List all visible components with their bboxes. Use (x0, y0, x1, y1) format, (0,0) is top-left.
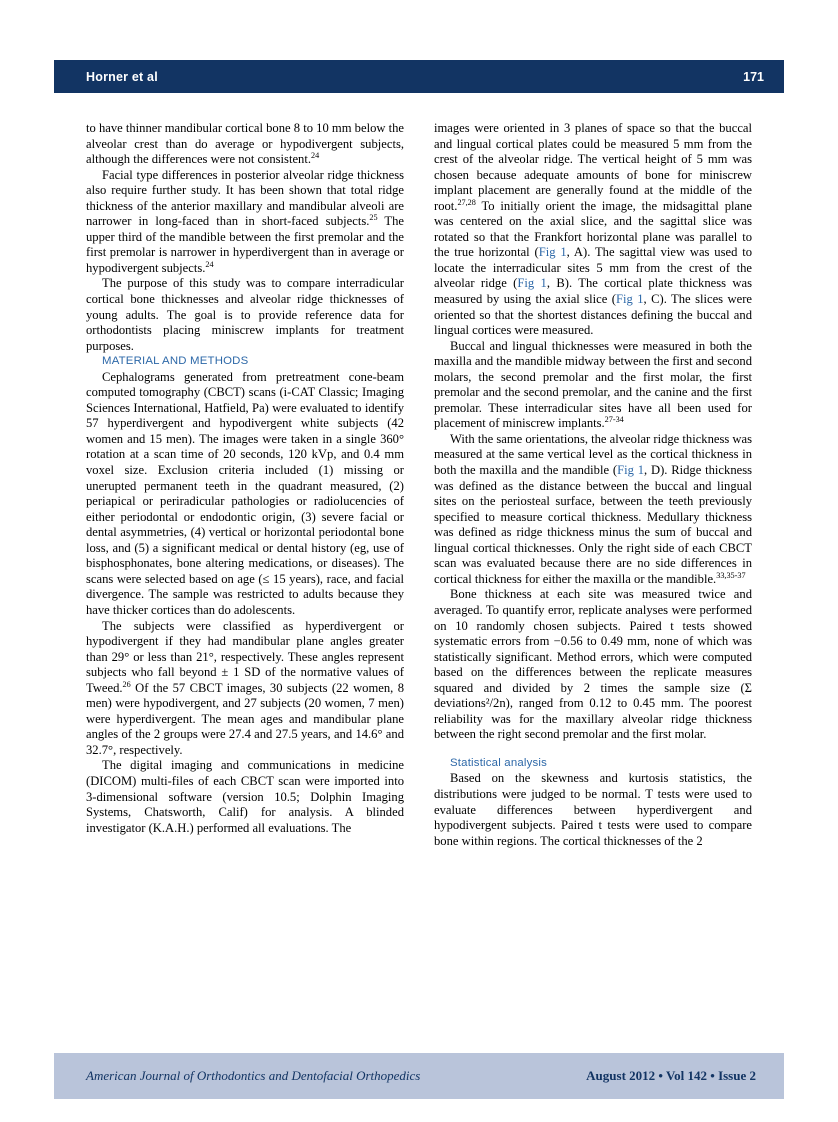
citation-ref: 27-34 (604, 415, 624, 425)
figure-link-1d[interactable]: Fig 1 (617, 463, 645, 478)
figure-link-1b[interactable]: Fig 1 (517, 276, 547, 291)
paragraph-text: Buccal and lingual thicknesses were measured in both the maxilla and the mandible midway between the first and second molars, the second premolar and the first molar, the first premolar and the second premolar, and the canine and the first premolar. These interradicular sites have all been used for placement of miniscrew implants. (434, 338, 752, 431)
paragraph-statistics: Based on the skewness and kurtosis statistics, the distributions were judged to be normal. T tests were used to evaluate differences between hyperdivergent and hypodivergent subjects. Paired t tests were used to compare bone within regions. The cortical thicknesses of the 2 (434, 771, 752, 848)
heading-material-and-methods: MATERIAL AND METHODS (102, 355, 249, 368)
paragraph-text: , B). The cortical plate thickness was measured by using the axial slice ( (434, 276, 752, 307)
paragraph-text: To initially orient the image, the midsagittal plane was centered on the axial slice, and the sagittal slice was rotated so that the Frankfort horizontal plane was parallel to the true horizontal ( (434, 198, 752, 260)
paragraph-classification (86, 619, 404, 759)
figure-link-1c[interactable]: Fig 1 (615, 292, 644, 307)
paragraph-text: Facial type differences in posterior alveolar ridge thickness also require further study. It has been shown that total ridge thickness of the anterior maxillary and mandibular alveoli are narrower in long-faced than in short-faced subjects. (86, 167, 404, 229)
page-header-bar (54, 60, 784, 93)
paragraph-text: , C). The slices were oriented so that the shortest distances defining the buccal and lingual cortices were measured. (434, 292, 752, 338)
running-title: Horner et al (86, 69, 158, 84)
paragraph-continued (86, 121, 404, 168)
paragraph-orientation (434, 121, 752, 339)
citation-ref: 33,35-37 (716, 570, 746, 580)
article-body (86, 121, 752, 1001)
citation-ref: 24 (310, 150, 320, 160)
paragraph-text: images were oriented in 3 planes of space so that the buccal and lingual cortical plates could be measured 5 mm from the crest of the alveolar ridge. The vertical height of 5 mm was chosen because adequate amounts of bone for miniscrew implant placement are generally found at the middle of the root. (434, 121, 752, 213)
paragraph-text: The upper third of the mandible between the first premolar and the first premolar is narrower in hyperdivergent than in average or hypodivergent subjects. (86, 214, 404, 275)
paragraph-error-analysis: Bone thickness at each site was measured twice and averaged. To quantify error, replicate analyses were performed on 10 randomly chosen subjects. Paired t tests showed systematic errors from −0.56 to 0.49 mm, none of which was statistically significant. Method errors, which were computed based on the differences between the replicate measures squared and divided by 2 times the sample size (Σ deviations²/2n), ranged from 0.12 to 0.45 mm. The poorest reliability was for the maxillary alveolar ridge thickness between the right second premolar and the first molar. (434, 587, 752, 742)
page-footer-bar (54, 1053, 784, 1099)
paragraph-cephalograms: Cephalograms generated from pretreatment cone-beam computed tomography (CBCT) scans (i-CAT Classic; Imaging Sciences International, Hatfield, Pa) were evaluated to identify 57 hyperdivergent and hypodivergent white subjects (42 women and 15 men). The images were taken in a single 360° rotation at a scan time of 20 seconds, 120 kVp, and 0.4 mm voxel size. Exclusion criteria included (1) missing or unerupted permanent teeth in the quadrant measured, (2) periapical or periradicular pathologies or radiolucencies of either periodontal or endodontic origin, (3) severe facial or dental asymmetries, (4) vertical or horizontal periodontal bone loss, and (5) a significant medical or dental history (eg, use of bisphosphonates, bone altering medications, or diseases). The scans were selected based on age (≤ 15 years), race, and facial divergence. The sample was restricted to adults because they have thicker cortices than do adolescents. (86, 369, 404, 617)
figure-link-1a[interactable]: Fig 1 (538, 245, 567, 260)
paragraph-text: With the same orientations, the alveolar ridge thickness was measured at the same vertical level as the cortical thickness in both the maxilla and the mandible ( (434, 431, 753, 478)
journal-name: American Journal of Orthodontics and Dentofacial Orthopedics (86, 1068, 421, 1083)
paragraph-facial-type (86, 168, 404, 277)
left-column (86, 121, 404, 1001)
paragraph-dicom: The digital imaging and communications in medicine (DICOM) multi-files of each CBCT scan were imported into 3-dimensional software (version 10.5; Dolphin Imaging Systems, Chatsworth, Calif) for analysis. A blinded investigator (K.A.H.) performed all evaluations. The (86, 758, 404, 835)
issue-info: August 2012 • Vol 142 • Issue 2 (586, 1068, 756, 1083)
citation-ref: 25 (369, 213, 378, 223)
paragraph-buccal-lingual (434, 339, 752, 432)
heading-statistical-analysis: Statistical analysis (450, 756, 548, 769)
paragraph-text: Of the 57 CBCT images, 30 subjects (22 women, 8 men) were hypodivergent, and 27 subjects (20 women, 7 men) were hyperdivergent. The mean ages and mandibular plane angles of the 2 groups were 27.4 and 27.5 years, and 14.6° and 32.7°, respectively. (86, 680, 404, 757)
citation-ref: 24 (205, 259, 214, 269)
paragraph-text: , A). The sagittal view was used to locate the interradicular sites 5 mm from the crest of the alveolar ridge ( (434, 245, 752, 291)
paragraph-text: , D). Ridge thickness was defined as the distance between the buccal and lingual sites on the periosteal surface, between the teeth previously specified to measure cortical thickness. Medullary thickness was defined as ridge thickness minus the sum of buccal and lingual cortical thicknesses. Only the right side of each CBCT scan was evaluated because there are no side differences in cortical thickness for either the maxilla or the mandible. (434, 463, 753, 586)
citation-ref: 26 (122, 679, 131, 689)
paragraph-text: The subjects were classified as hyperdivergent or hypodivergent if they had mandibular plane angles greater than 29° or less than 21°, respectively. These angles represent subjects who fall beyond ± 1 SD of the normative values of Tweed. (86, 618, 404, 695)
paragraph-purpose: The purpose of this study was to compare interradicular cortical bone thicknesses and alveolar ridge thicknesses of young adults. The goal is to provide reference data for orthodontists placing miniscrew implants for treatment purposes. (86, 276, 404, 353)
paragraph-ridge-thickness (434, 432, 752, 587)
paragraph-text: to have thinner mandibular cortical bone 8 to 10 mm below the alveolar crest than do average or hypodivergent subjects, although the differences were not consistent. (86, 121, 404, 167)
page-number: 171 (743, 69, 764, 84)
citation-ref: 27,28 (457, 197, 476, 207)
right-column (434, 121, 752, 1001)
